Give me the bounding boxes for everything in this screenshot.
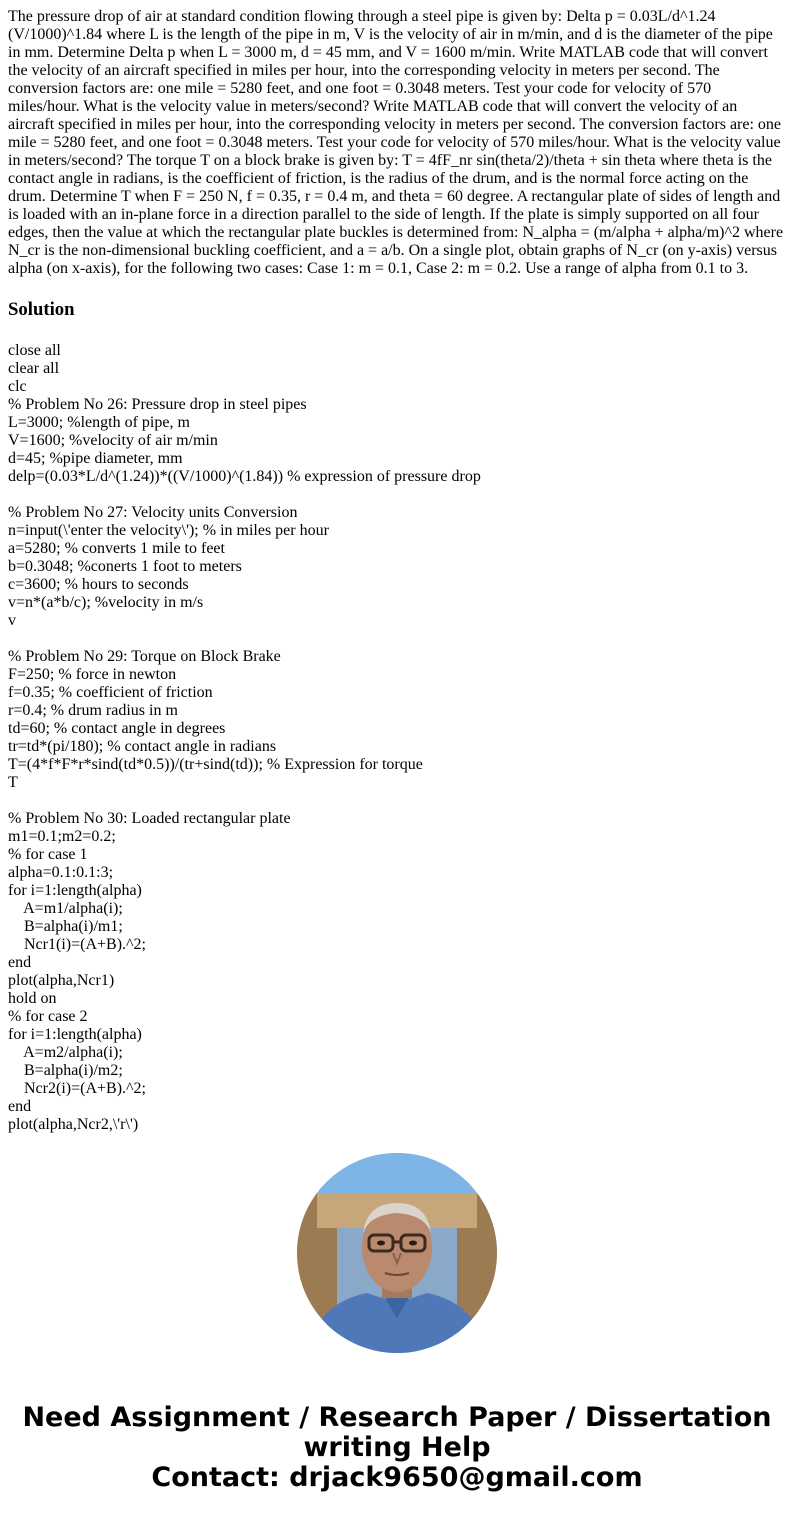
code-line: plot(alpha,Ncr1)	[8, 972, 115, 989]
code-line: % for case 2	[8, 1008, 88, 1025]
code-line: % for case 1	[8, 846, 88, 863]
code-block	[8, 342, 786, 486]
code-line: alpha=0.1:0.1:3;	[8, 864, 114, 881]
code-line: v=n*(a*b/c); %velocity in m/s	[8, 594, 204, 611]
code-line: B=alpha(i)/m2;	[8, 1062, 123, 1079]
code-line: Ncr1(i)=(A+B).^2;	[8, 936, 146, 953]
code-line: td=60; % contact angle in degrees	[8, 720, 226, 737]
code-line: hold on	[8, 990, 57, 1007]
solution-code	[8, 342, 786, 1134]
code-line: c=3600; % hours to seconds	[8, 576, 189, 593]
code-block	[8, 504, 786, 630]
code-line: plot(alpha,Ncr2,\'r\')	[8, 1116, 139, 1133]
code-line: % Problem No 30: Loaded rectangular plate	[8, 810, 291, 827]
code-line: for i=1:length(alpha)	[8, 1026, 142, 1043]
code-line: A=m1/alpha(i);	[8, 900, 123, 917]
code-line: V=1600; %velocity of air m/min	[8, 432, 218, 449]
code-line: % Problem No 27: Velocity units Conversion	[8, 504, 298, 521]
code-line: T	[8, 774, 18, 791]
solution-heading: Solution	[8, 299, 75, 320]
code-line: a=5280; % converts 1 mile to feet	[8, 540, 225, 557]
contact-line: Contact: drjack9650@gmail.com	[151, 1462, 643, 1493]
promo-line-2: writing Help	[303, 1432, 491, 1463]
code-line: n=input(\'enter the velocity\'); % in miles per hour	[8, 522, 329, 539]
question-text: The pressure drop of air at standard condition flowing through a steel pipe is given by: Delta p = 0.03L/d^1.24 (V/1000)^1.84 where L is the length of the pipe in m, V is the velocity of air in m/min, and d is the diameter of the pipe in mm. Determine Delta p when L = 3000 m, d = 45 mm, and V = 1600 m/min. Write MATLAB code that will convert the velocity of an aircraft specified in miles per hour, into the corresponding velocity in meters per second. The conversion factors are: one mile = 5280 feet, and one foot = 0.3048 meters. Test your code for velocity of 570 miles/hour. What is the velocity value in meters/second? Write MATLAB code that will convert the velocity of an aircraft specified in miles per hour, into the corresponding velocity in meters per second. The conversion factors are: one mile = 5280 feet, and one foot = 0.3048 meters. Test your code for velocity of 570 miles/hour. What is the velocity value in meters/second? The torque T on a block brake is given by: T = 4fF_nr sin(theta/2)/theta + sin theta where theta is the contact angle in radians, is the coefficient of friction, is the radius of the drum, and is the normal force acting on the drum. Determine T when F = 250 N, f = 0.35, r = 0.4 m, and theta = 60 degree. A rectangular plate of sides of length and is loaded with an in-plane force in a direction parallel to the side of length. If the plate is simply supported on all four edges, then the value at which the rectangular plate buckles is determined from: N_alpha = (m/alpha + alpha/m)^2 where N_cr is the non-dimensional buckling coefficient, and a = a/b. On a single plot, obtain graphs of N_cr (on y-axis) versus alpha (on x-axis), for the following two cases: Case 1: m = 0.1, Case 2: m = 0.2. Use a range of alpha from 0.1 to 3.	[8, 8, 784, 277]
code-line: A=m2/alpha(i);	[8, 1044, 123, 1061]
document-page	[8, 8, 786, 1152]
code-line: close all	[8, 342, 61, 359]
author-photo	[297, 1153, 497, 1353]
code-line: end	[8, 954, 32, 971]
code-line: tr=td*(pi/180); % contact angle in radians	[8, 738, 277, 755]
code-line: % Problem No 29: Torque on Block Brake	[8, 648, 281, 665]
code-line: b=0.3048; %conerts 1 foot to meters	[8, 558, 242, 575]
code-line: B=alpha(i)/m1;	[8, 918, 123, 935]
code-line: for i=1:length(alpha)	[8, 882, 142, 899]
code-line: r=0.4; % drum radius in m	[8, 702, 178, 719]
code-block	[8, 810, 786, 1134]
code-line: clear all	[8, 360, 60, 377]
code-line: d=45; %pipe diameter, mm	[8, 450, 183, 467]
code-line: F=250; % force in newton	[8, 666, 177, 683]
code-line: m1=0.1;m2=0.2;	[8, 828, 116, 845]
code-line: Ncr2(i)=(A+B).^2;	[8, 1080, 146, 1097]
code-line: % Problem No 26: Pressure drop in steel pipes	[8, 396, 307, 413]
code-line: end	[8, 1098, 32, 1115]
code-line: clc	[8, 378, 27, 395]
code-line: v	[8, 612, 16, 629]
code-block	[8, 648, 786, 792]
promo-footer	[0, 1403, 794, 1493]
code-line: f=0.35; % coefficient of friction	[8, 684, 213, 701]
code-line: L=3000; %length of pipe, m	[8, 414, 190, 431]
promo-line-1: Need Assignment / Research Paper / Dissertation	[22, 1402, 772, 1433]
code-line: T=(4*f*F*r*sind(td*0.5))/(tr+sind(td)); % Expression for torque	[8, 756, 423, 773]
code-line: delp=(0.03*L/d^(1.24))*((V/1000)^(1.84)) % expression of pressure drop	[8, 468, 481, 485]
author-avatar	[297, 1153, 497, 1353]
